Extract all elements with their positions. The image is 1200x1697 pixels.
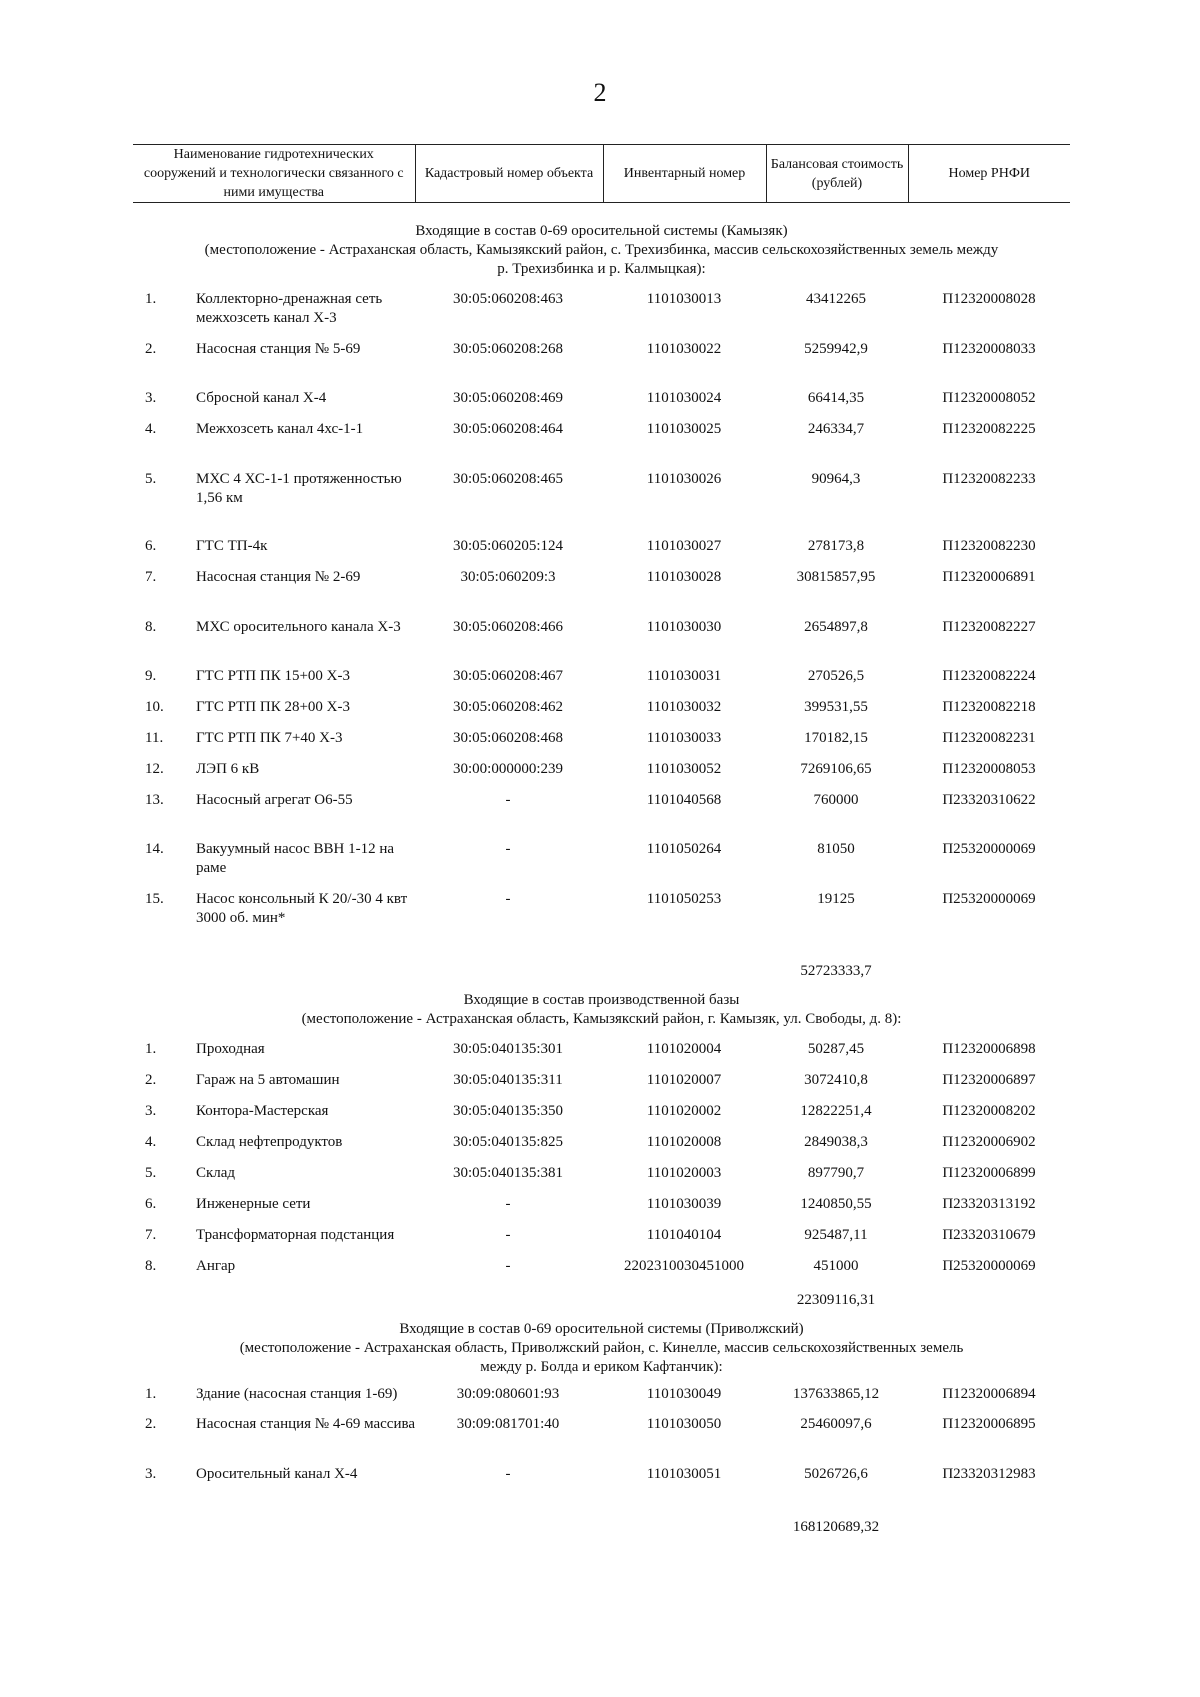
inventory-number: 1101030024 bbox=[646, 390, 722, 406]
section-title-line: (местоположение - Астраханская область, Камызякский район, с. Трехизбинка, массив сельскохозяйственных земель между bbox=[204, 242, 999, 258]
row-number: 4. bbox=[145, 1134, 157, 1150]
object-name: ГТС РТП ПК 15+00 Х-3 bbox=[196, 668, 350, 684]
cadastral-number: 30:05:060208:467 bbox=[452, 668, 563, 684]
rnfi-number: П12320008033 bbox=[942, 341, 1036, 357]
row-number: 2. bbox=[145, 1072, 157, 1088]
balance-value: 66414,35 bbox=[807, 390, 865, 406]
rnfi-number: П12320008028 bbox=[942, 291, 1036, 307]
balance-value: 925487,11 bbox=[804, 1227, 868, 1243]
cadastral-number: 30:05:040135:301 bbox=[452, 1041, 563, 1057]
inventory-number: 1101030039 bbox=[646, 1196, 722, 1212]
balance-value: 1240850,55 bbox=[800, 1196, 872, 1212]
row-number: 1. bbox=[145, 1386, 157, 1402]
header-inventory: Инвентарный номер bbox=[603, 145, 766, 203]
cadastral-number: - bbox=[505, 792, 511, 808]
balance-value: 270526,5 bbox=[807, 668, 865, 684]
rnfi-number: П23320310679 bbox=[942, 1227, 1036, 1243]
balance-value: 43412265 bbox=[806, 291, 866, 307]
inventory-number: 1101050264 bbox=[646, 841, 722, 857]
balance-value: 12822251,4 bbox=[800, 1103, 872, 1119]
row-number: 14. bbox=[145, 841, 164, 857]
table-header bbox=[133, 144, 1070, 203]
row-number: 10. bbox=[145, 699, 164, 715]
object-name: МХС 4 ХС-1-1 протяженностью 1,56 км bbox=[196, 471, 402, 506]
object-name: Вакуумный насос ВВН 1-12 на раме bbox=[196, 841, 395, 876]
row-number: 5. bbox=[145, 471, 157, 487]
balance-value: 81050 bbox=[817, 841, 855, 857]
object-name: ГТС ТП-4к bbox=[196, 538, 268, 554]
rnfi-number: П23320313192 bbox=[942, 1196, 1036, 1212]
object-name: ЛЭП 6 кВ bbox=[196, 761, 260, 777]
rnfi-number: П12320082231 bbox=[942, 730, 1036, 746]
header-rnfi: Номер РНФИ bbox=[908, 145, 1070, 203]
cadastral-number: 30:05:060209:3 bbox=[460, 569, 556, 585]
row-number: 5. bbox=[145, 1165, 157, 1181]
balance-value: 137633865,12 bbox=[792, 1386, 880, 1402]
cadastral-number: - bbox=[505, 1466, 511, 1482]
section-title bbox=[133, 991, 1070, 1029]
balance-value: 30815857,95 bbox=[796, 569, 876, 585]
section-title-line: (местоположение - Астраханская область, Приволжский район, с. Кинелле, массив сельскохозяйственных земель bbox=[239, 1340, 964, 1356]
rnfi-number: П12320082218 bbox=[942, 699, 1036, 715]
object-name: Межхозсеть канал 4хс-1-1 bbox=[196, 421, 364, 437]
inventory-number: 1101020008 bbox=[646, 1134, 722, 1150]
inventory-number: 1101040104 bbox=[646, 1227, 722, 1243]
balance-value: 50287,45 bbox=[807, 1041, 865, 1057]
object-name: ГТС РТП ПК 7+40 Х-3 bbox=[196, 730, 343, 746]
object-name: Здание (насосная станция 1-69) bbox=[196, 1386, 398, 1402]
balance-value: 7269106,65 bbox=[800, 761, 872, 777]
row-number: 7. bbox=[145, 1227, 157, 1243]
inventory-number: 1101030050 bbox=[646, 1416, 722, 1432]
cadastral-number: 30:05:040135:381 bbox=[452, 1165, 563, 1181]
balance-value: 760000 bbox=[813, 792, 859, 808]
rnfi-number: П12320008052 bbox=[942, 390, 1036, 406]
balance-value: 246334,7 bbox=[807, 421, 865, 437]
object-name: Насосная станция № 5-69 bbox=[196, 341, 361, 357]
cadastral-number: 30:05:040135:825 bbox=[452, 1134, 563, 1150]
rnfi-number: П12320006895 bbox=[942, 1416, 1036, 1432]
rnfi-number: П12320082225 bbox=[942, 421, 1036, 437]
cadastral-number: - bbox=[505, 1258, 511, 1274]
balance-value: 2849038,3 bbox=[804, 1134, 868, 1150]
row-number: 3. bbox=[145, 390, 157, 406]
rnfi-number: П12320006899 bbox=[942, 1165, 1036, 1181]
inventory-number: 1101030033 bbox=[646, 730, 722, 746]
balance-value: 90964,3 bbox=[811, 471, 861, 487]
cadastral-number: 30:09:081701:40 bbox=[456, 1416, 560, 1432]
section-total: 52723333,7 bbox=[800, 963, 872, 979]
inventory-number: 1101030031 bbox=[646, 668, 722, 684]
cadastral-number: - bbox=[505, 1227, 511, 1243]
rnfi-number: П25320000069 bbox=[942, 1258, 1036, 1274]
cadastral-number: - bbox=[505, 1196, 511, 1212]
row-number: 8. bbox=[145, 619, 157, 635]
cadastral-number: - bbox=[505, 891, 511, 907]
row-number: 3. bbox=[145, 1103, 157, 1119]
cadastral-number: 30:05:040135:350 bbox=[452, 1103, 563, 1119]
section-title bbox=[133, 222, 1070, 279]
inventory-number: 1101040568 bbox=[646, 792, 722, 808]
balance-value: 451000 bbox=[813, 1258, 859, 1274]
balance-value: 19125 bbox=[817, 891, 855, 907]
section-title-line: р. Трехизбинка и р. Калмыцкая): bbox=[497, 261, 706, 277]
inventory-number: 1101030025 bbox=[646, 421, 722, 437]
cadastral-number: - bbox=[505, 841, 511, 857]
section-total: 22309116,31 bbox=[796, 1292, 876, 1308]
cadastral-number: 30:05:060208:466 bbox=[452, 619, 563, 635]
inventory-number: 1101020007 bbox=[646, 1072, 722, 1088]
cadastral-number: 30:00:000000:239 bbox=[452, 761, 563, 777]
inventory-number: 1101030026 bbox=[646, 471, 722, 487]
cadastral-number: 30:05:060208:268 bbox=[452, 341, 563, 357]
row-number: 1. bbox=[145, 291, 157, 307]
inventory-number: 1101030027 bbox=[646, 538, 722, 554]
row-number: 13. bbox=[145, 792, 164, 808]
object-name: Насос консольный К 20/-30 4 квт 3000 об. мин* bbox=[196, 891, 408, 926]
balance-value: 3072410,8 bbox=[804, 1072, 868, 1088]
object-name: МХС оросительного канала Х-3 bbox=[196, 619, 401, 635]
cadastral-number: 30:05:060208:464 bbox=[452, 421, 563, 437]
inventory-number: 1101030028 bbox=[646, 569, 722, 585]
row-number: 4. bbox=[145, 421, 157, 437]
inventory-number: 1101020003 bbox=[646, 1165, 722, 1181]
page-number: 2 bbox=[593, 78, 607, 107]
inventory-number: 1101050253 bbox=[646, 891, 722, 907]
cadastral-number: 30:05:060208:462 bbox=[452, 699, 563, 715]
rnfi-number: П23320310622 bbox=[942, 792, 1036, 808]
balance-value: 278173,8 bbox=[807, 538, 865, 554]
row-number: 6. bbox=[145, 538, 157, 554]
section-title-line: Входящие в состав 0-69 оросительной системы (Камызяк) bbox=[415, 223, 788, 239]
object-name: Гараж на 5 автомашин bbox=[196, 1072, 340, 1088]
inventory-number: 1101020004 bbox=[646, 1041, 722, 1057]
section-title-line: между р. Болда и ериком Кафтанчик): bbox=[480, 1359, 723, 1375]
object-name: Коллекторно-дренажная сеть межхозсеть канал Х-3 bbox=[196, 291, 383, 326]
object-name: Проходная bbox=[196, 1041, 265, 1057]
row-number: 9. bbox=[145, 668, 157, 684]
inventory-number: 1101030022 bbox=[646, 341, 722, 357]
rnfi-number: П12320082230 bbox=[942, 538, 1036, 554]
inventory-number: 1101030013 bbox=[646, 291, 722, 307]
row-number: 3. bbox=[145, 1466, 157, 1482]
rnfi-number: П12320006894 bbox=[942, 1386, 1036, 1402]
inventory-number: 1101030052 bbox=[646, 761, 722, 777]
cadastral-number: 30:05:060205:124 bbox=[452, 538, 563, 554]
object-name: Сбросной канал Х-4 bbox=[196, 390, 327, 406]
balance-value: 2654897,8 bbox=[804, 619, 868, 635]
row-number: 1. bbox=[145, 1041, 157, 1057]
cadastral-number: 30:05:040135:311 bbox=[453, 1072, 563, 1088]
object-name: Насосная станция № 2-69 bbox=[196, 569, 361, 585]
row-number: 6. bbox=[145, 1196, 157, 1212]
object-name: Насосный агрегат О6-55 bbox=[196, 792, 353, 808]
rnfi-number: П25320000069 bbox=[942, 891, 1036, 907]
balance-value: 5259942,9 bbox=[804, 341, 868, 357]
row-number: 8. bbox=[145, 1258, 157, 1274]
row-number: 2. bbox=[145, 341, 157, 357]
object-name: Трансформаторная подстанция bbox=[196, 1227, 395, 1243]
row-number: 7. bbox=[145, 569, 157, 585]
cadastral-number: 30:09:080601:93 bbox=[456, 1386, 560, 1402]
rnfi-number: П12320008053 bbox=[942, 761, 1036, 777]
rnfi-number: П12320006897 bbox=[942, 1072, 1036, 1088]
row-number: 11. bbox=[145, 730, 164, 746]
inventory-number: 1101020002 bbox=[646, 1103, 722, 1119]
balance-value: 25460097,6 bbox=[800, 1416, 872, 1432]
header-name: Наименование гидротехнических сооружений и технологически связанного с ними имущества bbox=[143, 147, 404, 200]
rnfi-number: П12320006902 bbox=[942, 1134, 1036, 1150]
rnfi-number: П12320082233 bbox=[942, 471, 1036, 487]
section-total: 168120689,32 bbox=[792, 1519, 880, 1535]
object-name: Инженерные сети bbox=[196, 1196, 311, 1212]
header-cadastral: Кадастровый номер объекта bbox=[415, 145, 603, 203]
object-name: Оросительный канал Х-4 bbox=[196, 1466, 358, 1482]
inventory-number: 1101030030 bbox=[646, 619, 722, 635]
object-name: ГТС РТП ПК 28+00 Х-3 bbox=[196, 699, 350, 715]
cadastral-number: 30:05:060208:469 bbox=[452, 390, 563, 406]
rnfi-number: П23320312983 bbox=[942, 1466, 1036, 1482]
section-title-line: (местоположение - Астраханская область, Камызякский район, г. Камызяк, ул. Свободы, д. 8): bbox=[301, 1011, 902, 1027]
object-name: Склад нефтепродуктов bbox=[196, 1134, 343, 1150]
rnfi-number: П25320000069 bbox=[942, 841, 1036, 857]
section-title-line: Входящие в состав производственной базы bbox=[463, 992, 740, 1008]
header-value: Балансовая стоимость (рублей) bbox=[766, 145, 908, 203]
rnfi-number: П12320082224 bbox=[942, 668, 1036, 684]
row-number: 15. bbox=[145, 891, 164, 907]
inventory-number: 2202310030451000 bbox=[624, 1258, 744, 1274]
object-name: Ангар bbox=[196, 1258, 236, 1274]
balance-value: 399531,55 bbox=[804, 699, 868, 715]
inventory-number: 1101030051 bbox=[646, 1466, 722, 1482]
section-title-line: Входящие в состав 0-69 оросительной системы (Приволжский) bbox=[399, 1321, 804, 1337]
balance-value: 170182,15 bbox=[804, 730, 868, 746]
balance-value: 5026726,6 bbox=[804, 1466, 868, 1482]
object-name: Контора-Мастерская bbox=[196, 1103, 329, 1119]
balance-value: 897790,7 bbox=[807, 1165, 865, 1181]
cadastral-number: 30:05:060208:463 bbox=[452, 291, 563, 307]
rnfi-number: П12320006898 bbox=[942, 1041, 1036, 1057]
row-number: 12. bbox=[145, 761, 164, 777]
inventory-number: 1101030049 bbox=[646, 1386, 722, 1402]
rnfi-number: П12320008202 bbox=[942, 1103, 1036, 1119]
cadastral-number: 30:05:060208:468 bbox=[452, 730, 563, 746]
section-title bbox=[133, 1320, 1070, 1377]
row-number: 2. bbox=[145, 1416, 157, 1432]
object-name: Склад bbox=[196, 1165, 236, 1181]
object-name: Насосная станция № 4-69 массива bbox=[196, 1416, 416, 1432]
cadastral-number: 30:05:060208:465 bbox=[452, 471, 563, 487]
rnfi-number: П12320006891 bbox=[942, 569, 1036, 585]
inventory-number: 1101030032 bbox=[646, 699, 722, 715]
rnfi-number: П12320082227 bbox=[942, 619, 1036, 635]
